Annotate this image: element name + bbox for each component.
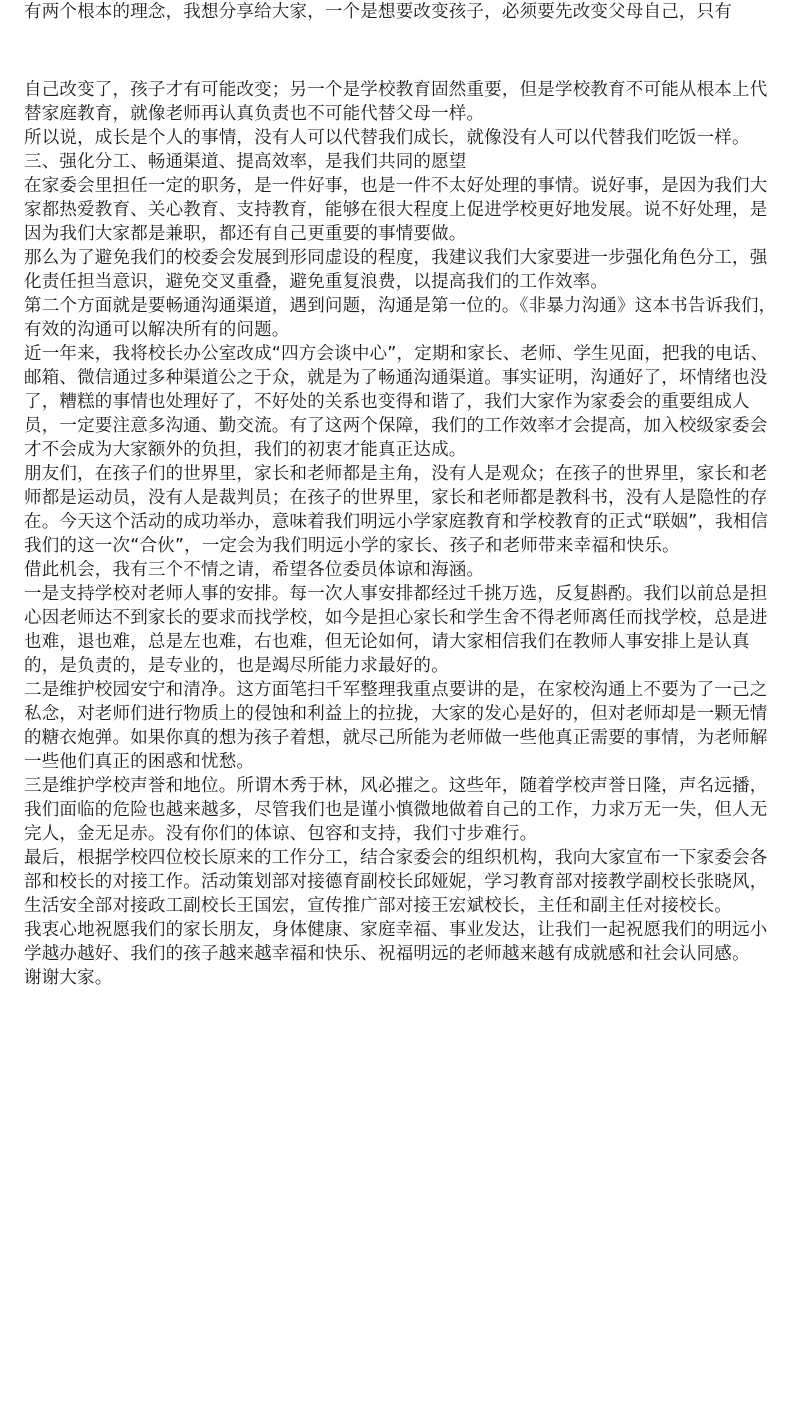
paragraph: 自己改变了，孩子才有可能改变；另一个是学校教育固然重要，但是学校教育不可能从根本上代替家庭教育，就像老师再认真负责也不可能代替父母一样。 <box>24 80 768 124</box>
paragraph: 二是维护校园安宁和清净。这方面笔扫千军整理我重点要讲的是，在家校沟通上不要为了一己之私念，对老师们进行物质上的侵蚀和利益上的拉拢，大家的发心是好的，但对老师却是一颗无情的糖衣炮弹。如果你真的想为孩子着想，就尽己所能为老师做一些他真正需要的事情，为老师解一些他们真正的困惑和忧愁。 <box>24 680 768 772</box>
main-text-block <box>24 78 780 990</box>
top-text-block <box>24 0 780 24</box>
closing-line: 谢谢大家。 <box>24 968 113 988</box>
top-fragment-line: 有两个根本的理念，我想分享给大家，一个是想要改变孩子，必须要先改变父母自己，只有 <box>24 2 732 22</box>
paragraph: 所以说，成长是个人的事情，没有人可以代替我们成长，就像没有人可以代替我们吃饭一样。 <box>24 128 750 148</box>
paragraph: 朋友们，在孩子们的世界里，家长和老师都是主角，没有人是观众；在孩子的世界里，家长和老师都是运动员，没有人是裁判员；在孩子的世界里，家长和老师都是教科书，没有人是隐性的存在。今天这个活动的成功举办，意味着我们明远小学家庭教育和学校教育的正式“联姻”，我相信我们的这一次“合伙”，一定会为我们明远小学的家长、孩子和老师带来幸福和快乐。 <box>24 464 769 556</box>
paragraph: 近一年来，我将校长办公室改成“四方会谈中心”，定期和家长、老师、学生见面，把我的电话、邮箱、微信通过多种渠道公之于众，就是为了畅通沟通渠道。事实证明，沟通好了，坏情绪也没了，糟糕的事情也处理好了，不好处的关系也变得和谐了，我们大家作为家委会的重要组成人员，一定要注意多沟通、勤交流。有了这两个保障，我们的工作效率才会提高，加入校级家委会才不会成为大家额外的负担，我们的初衷才能真正达成。 <box>24 344 769 460</box>
paragraph: 最后，根据学校四位校长原来的工作分工，结合家委会的组织机构，我向大家宣布一下家委会各部和校长的对接工作。活动策划部对接德育副校长邱娅妮，学习教育部对接教学副校长张晓风，生活安全部对接政工副校长王国宏，宣传推广部对接王宏斌校长，主任和副主任对接校长。 <box>24 848 768 916</box>
paragraph: 借此机会，我有三个不情之请，希望各位委员体谅和海涵。 <box>24 560 485 580</box>
paragraph: 一是支持学校对老师人事的安排。每一次人事安排都经过千挑万选，反复斟酌。我们以前总是担心因老师达不到家长的要求而找学校，如今是担心家长和学生舍不得老师离任而找学校，总是进也难，退也难，总是左也难，右也难，但无论如何，请大家相信我们在教师人事安排上是认真的，是负责的，是专业的，也是竭尽所能力求最好的。 <box>24 584 768 676</box>
paragraph: 我衷心地祝愿我们的家长朋友，身体健康、家庭幸福、事业发达，让我们一起祝愿我们的明远小学越办越好、我们的孩子越来越幸福和快乐、祝福明远的老师越来越有成就感和社会认同感。 <box>24 920 768 964</box>
paragraph: 第二个方面就是要畅通沟通渠道，遇到问题，沟通是第一位的。《非暴力沟通》这本书告诉我们，有效的沟通可以解决所有的问题。 <box>24 296 777 340</box>
paragraph: 在家委会里担任一定的职务，是一件好事，也是一件不太好处理的事情。说好事，是因为我们大家都热爱教育、关心教育、支持教育，能够在很大程度上促进学校更好地发展。说不好处理，是因为我们大家都是兼职，都还有自己更重要的事情要做。 <box>24 176 768 244</box>
section-heading: 三、强化分工、畅通渠道、提高效率，是我们共同的愿望 <box>24 152 467 172</box>
paragraph: 三是维护学校声誉和地位。所谓木秀于林，风必摧之。这些年，随着学校声誉日隆，声名远播，我们面临的危险也越来越多，尽管我们也是谨小慎微地做着自己的工作，力求万无一失，但人无完人，金无足赤。没有你们的体谅、包容和支持，我们寸步难行。 <box>24 776 768 844</box>
paragraph: 那么为了避免我们的校委会发展到形同虚设的程度，我建议我们大家要进一步强化角色分工，强化责任担当意识，避免交叉重叠，避免重复浪费，以提高我们的工作效率。 <box>24 248 768 292</box>
